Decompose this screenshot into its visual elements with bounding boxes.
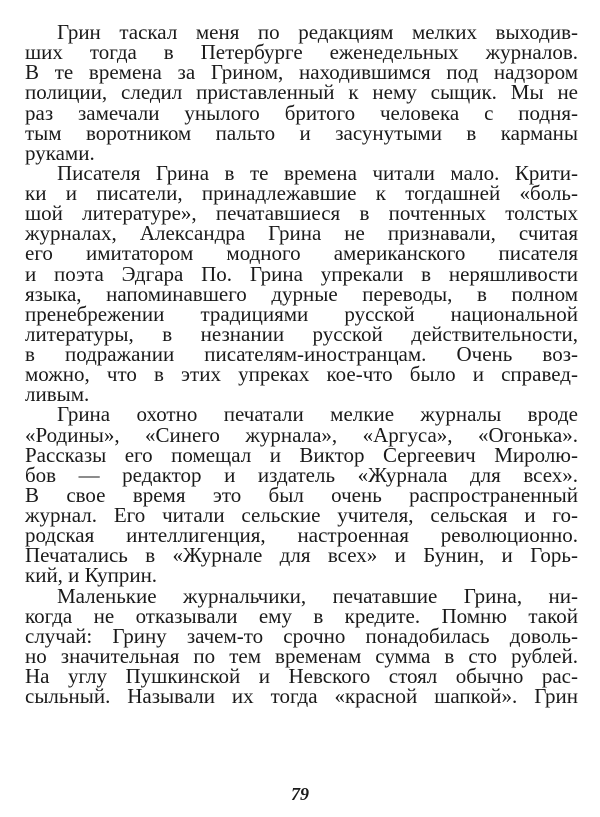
page-number: 79 — [291, 784, 309, 804]
text-line: кий, и Куприн. — [25, 563, 158, 588]
body-text — [25, 20, 578, 709]
text-line: когда не отказывали ему в кредите. Помню такой — [25, 603, 578, 628]
text-line: ших тогда в Петербурге еженедельных журналов. — [25, 40, 578, 65]
paragraph — [25, 402, 578, 588]
text-line: «Родины», «Синего журнала», «Аргуса», «Огонька». — [25, 422, 578, 447]
text-line: сыльный. Называли их тогда «красной шапкой». Грин — [25, 684, 578, 709]
text-line: бов — редактор и издатель «Журнала для всех». — [25, 462, 578, 487]
text-line: Грина охотно печатали мелкие журналы вроде — [57, 402, 578, 427]
paragraph — [25, 583, 578, 709]
text-line: руками. — [25, 140, 95, 165]
text-line: тым воротником пальто и засунутыми в карманы — [25, 120, 578, 145]
text-line: и поэта Эдгара По. Грина упрекали в неряшливости — [25, 261, 578, 286]
text-line: Рассказы его помещал и Виктор Сергеевич Миролю- — [25, 442, 578, 467]
text-line: случай: Грину зачем-то срочно понадобилась доволь- — [25, 623, 578, 648]
text-line: ливым. — [25, 382, 90, 407]
text-line: Маленькие журнальчики, печатавшие Грина, ни- — [57, 583, 578, 608]
text-line: ки и писатели, принадлежавшие к тогдашней «боль- — [25, 181, 578, 205]
text-line: Печатались в «Журнале для всех» и Бунин, и Горь- — [25, 543, 578, 568]
text-line: Грин таскал меня по редакциям мелких выходив- — [57, 20, 578, 44]
paragraph — [25, 22, 578, 163]
text-line: но значительная по тем временам сумма в сто рублей. — [25, 643, 578, 668]
text-line: В свое время это был очень распространенный — [25, 482, 578, 507]
text-line: В те времена за Грином, находившимся под надзором — [25, 60, 578, 85]
text-line: родская интеллигенция, настроенная революционно. — [25, 523, 578, 548]
text-line: шой литературе», печатавшиеся в почтенных толстых — [25, 201, 578, 226]
text-line: можно, что в этих упреках кое-что было и справед- — [25, 362, 578, 387]
text-line: пренебрежении традициями русской национальной — [25, 301, 578, 326]
text-line: Писателя Грина в те времена читали мало. Крити- — [57, 160, 578, 185]
paragraph — [25, 160, 578, 407]
text-line: полиции, следил приставленный к нему сыщик. Мы не — [25, 80, 578, 105]
text-line: раз замечали унылого бритого человека с подня- — [25, 100, 578, 125]
text-line: литературы, в незнании русской действительности, — [25, 321, 578, 346]
text-line: На углу Пушкинской и Невского стоял обычно рас- — [25, 664, 578, 688]
text-line: в подражании писателям-иностранцам. Очень воз- — [25, 342, 578, 366]
text-line: его имитатором модного американского писателя — [25, 241, 578, 266]
text-line: языка, напоминавшего дурные переводы, в полном — [25, 281, 578, 306]
text-line: журнал. Его читали сельские учителя, сельская и го- — [25, 503, 578, 527]
text-line: журналах, Александра Грина не признавали, считая — [25, 221, 578, 246]
